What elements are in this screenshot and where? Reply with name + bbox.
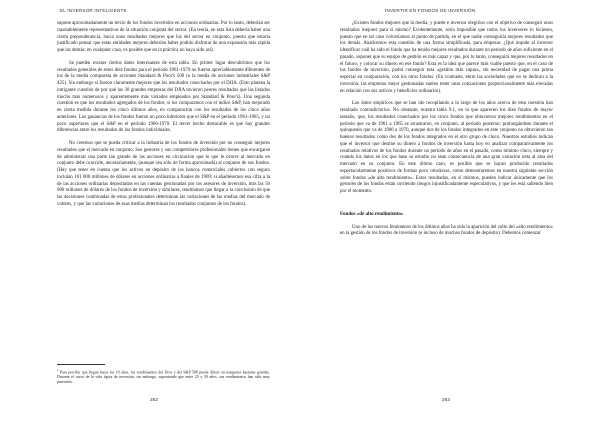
footnote-text: Para percibir que llegan hacia los 10 años, los rendimientos del Dow y del S&P 500 puede diferir en márgenes bastante grandes. Durante el curso de la vida típica de inversión, sin embargo, suponiendo que entre 25 y 50 años, sus rendimientos han sido muy parecidos. [57,370,270,385]
paragraph: ¿Existen fondos mejores que la media, y puede e inversor elegirlos con el objetivo de conseguir unos resultados mejores para sí mismo? Evidentemente, sería imposible que todos los inversores lo hiciesen, puesto que en tal caso volveríamos al punto de partida, en el que nadie conseguiría mejores resultados que los demás. Analicemos esta cuestión de una forma simplificada, para empezar. ¿Qué impide al inversor identificar cuál ha sido el fondo que ha tenido mejores resultados durante un período de años suficiente en el pasado, suponer que su equipo de gestión es más capaz y que, por lo tanto, conseguirá mejores resultados en el futuro, y colocar su dinero en ese fondo? Esta es la idea que parece más viable puesto que, en el caso de los fondos de inversión, podrá conseguir esta «gestión más capaz», sin necesidad de pagar una prima especial en comparación, con los otros fondos. (En contraste, entre las sociedades que no se dedican a la inversión, las empresas mejor gestionadas suelen tener unas cotizaciones proporcionalmente más elevadas en relación con sus activos y beneficios ordinarios). [340,21,553,94]
footnote [57,368,270,386]
section-heading: Fondos «de alto rendimiento» [340,211,404,217]
footnote-marker: 1 [57,368,59,372]
page-number-right: 263 [442,398,451,403]
left-text-column [57,21,270,209]
right-page [300,0,600,424]
running-head-left: EL INVERSOR INTELIGENTE [60,8,127,13]
paragraph: Los datos empíricos que se han ido recopilando a lo largo de los años acerca de esta cuestión han resultado contradictorios. No obstante, nuestra tabla 9.1, en la que aparecen los diez fondos de mayor tamaño, que, los resultados cosechados por los cinco fondos que obtuvieron mejores rendimientos en el período que va de 1961 a 1965 se arrastraron, en conjunto, al período posterior, prolongándose durante el quinquenio que va de 1966 a 1970, aunque dos de los fondos integrados en este conjunto no obtuvieron tan buenos resultados como dos de los fondos integrados en el otro grupo de cinco. Nuestros estudios indican que el inversor que destine su dinero a fondos de inversión hasta hoy en analizar comparativamente los resultados relativos de los fondos durante un período de años en el pasado, como mínimo cinco, siempre y cuando los datos en los que base su estudio no sean consecuencia de una gran variación neta al alza del mercado en su conjunto. En este último caso, es posible que se hayan producido resultados espectacularmente positivos de formas poco ortodoxas, como demostraremos en nuestra siguiente sección sobre fondos «de alto rendimiento». Estos resultados, en sí mismos, pueden indicar únicamente que los gestores de los fondos están corriendo riesgos injustificadamente especulativos, y que les está saliendo bien por el momento. [340,101,553,194]
running-head-right: INVERTIR EN FONDOS DE INVERSIÓN [385,8,476,13]
footnote-rule [57,364,105,365]
paragraph: Uno de los nuevos fenómenos de los últimos años ha sido la aparición del culto del «alto rendimiento» en la gestión de los fondos de inversión (e incluso de muchos fondos de depósito). Debemos comenzar [340,224,553,237]
right-text-column [340,21,553,238]
paragraph: No creemos que se pueda criticar a la industria de los fondos de inversión por no conseguir mejores resultados que el mercado en conjunto. Sus gestores y sus competidores profesionales tienen que encargarse de administrar una parte tan grande de las acciones en circulación que lo que le ocurre al mercado en conjunto debe ocurrirle, necesariamente, (aunque sea sólo de forma aproximada) al conjunto de sus fondos. (Hay que tener en cuenta que los activos en depósito de los bancos comerciales cubiertos con seguro incluían 181 000 millones de dólares en acciones ordinarias a finales de 1969; si añadiésemos esa cifra a la de las acciones ordinarias depositadas en las cuentas gestionadas por los asesores de inversión, más las 56 000 millones de dólares de los fondos de inversión y similares, tendríamos que llegar a la conclusión de que las decisiones combinadas de estos profesionales determinan las variaciones de las medias del mercado de valores, y que las variaciones de esas medias determinan los resultados conjuntos de los fondos). [57,141,270,207]
page-number-left: 262 [150,398,159,403]
paragraph: supone aproximadamente un tercio de los fondos invertidos en acciones ordinarias. Por lo tanto, deberían ser razonablemente representativas de la situación conjunta del sector. (En teoría, en esta lista debería haber una cierta preponderancia, hacia unos resultados mejores que los del sector en conjunto, puesto que estaría justificado pensar que estas entidades mejores deberían haber podido disfrutar de una expansión más rápida que las demás; en cualquier caso, es posible que en la práctica no haya sido así). [57,21,270,53]
paragraph: Se pueden extraer ciertos datos interesantes de esta tabla. En primer lugar descubrimos que los resultados generales de estos diez fondos para el período 1961-1970 no fueron apreciablemente diferentes de los de la media compuesta de acciones Standard & Poor's 500 (o la media de acciones industriales S&P 425). Sin embargo sí fueron claramente mejores que los resultados cosechados por el DJIA. (Esto plantea la intrigante cuestión de por qué las 30 grandes empresas del DJIA tuvieron peores resultados que las listados mucho más numerosos y aparentemente más variados empleados por Standard & Poor's). Una segunda cuestión es que los resultados agregados de los fondos, si los comparamos con el índice S&P, han mejorado en cierta medida durante los cinco últimos años, en comparación con los resultados de los cinco años anteriores. Los ganancias de los fondos fueron un poco inferiores que el S&P en el período 1961-1965, y un poco superiores que el S&P en el período 1966-1970. El tercer hecho destacable es que hay grandes diferencias entre los resultados de los fondos individuales. [57,60,270,134]
